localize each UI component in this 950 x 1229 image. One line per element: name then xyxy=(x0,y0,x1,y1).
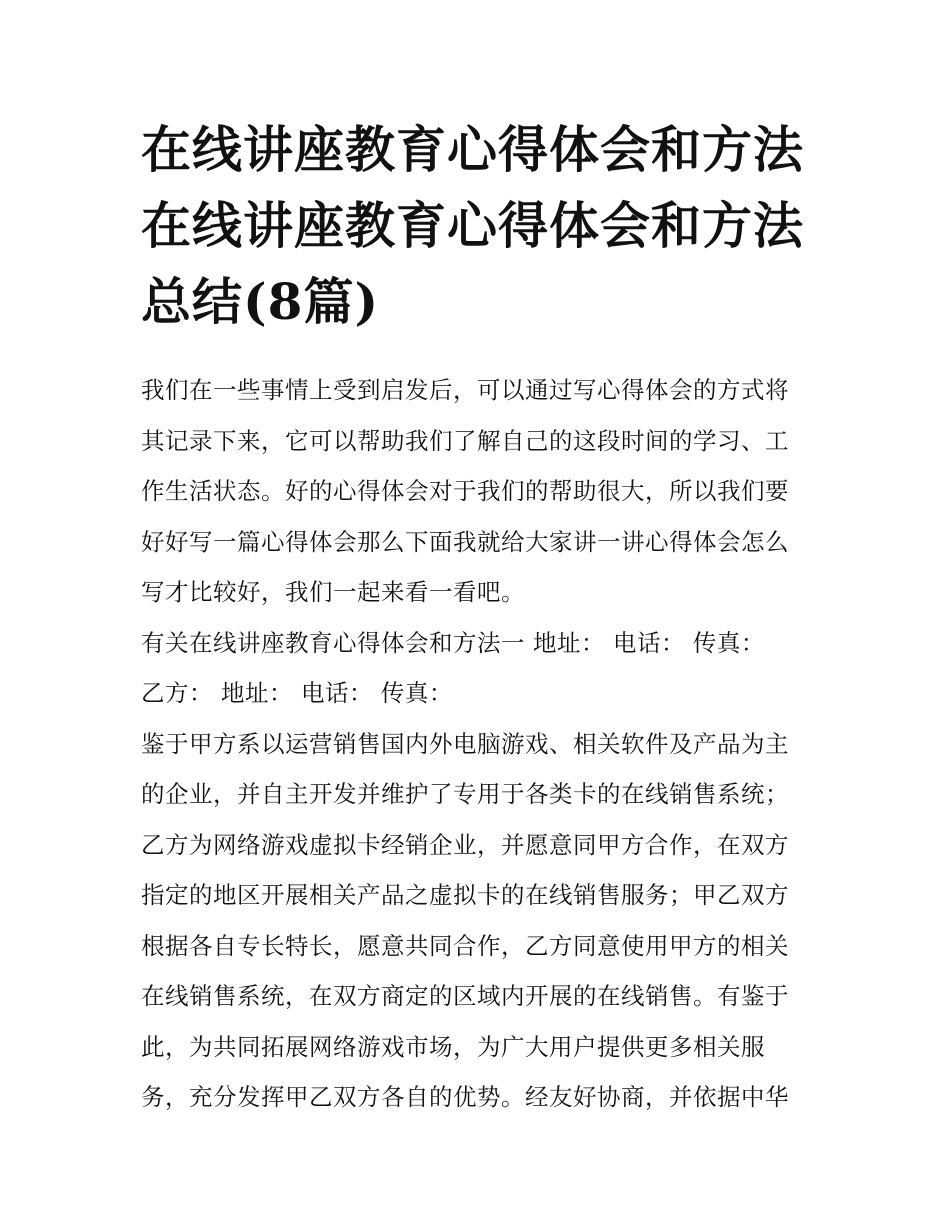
body-line-15: 务，充分发挥甲乙双方各自的优势。经友好协商，并依据中华 xyxy=(141,1083,789,1111)
body-line-3: 作生活状态。好的心得体会对于我们的帮助很大，所以我们要 xyxy=(141,477,789,505)
document-page xyxy=(141,112,821,1123)
body-line-6: 有关在线讲座教育心得体会和方法一 地址： 电话： 传真： xyxy=(141,628,765,657)
body-line-11: 指定的地区开展相关产品之虚拟卡的在线销售服务；甲乙双方 xyxy=(141,881,789,909)
document-title-line-2: 在线讲座教育心得体会和方法 xyxy=(141,196,804,255)
body-line-10: 乙方为网络游戏虚拟卡经销企业，并愿意同甲方合作，在双方 xyxy=(141,830,789,859)
body-line-8: 鉴于甲方系以运营销售国内外电脑游戏、相关软件及产品为主 xyxy=(141,729,789,758)
document-body xyxy=(141,365,821,1123)
body-line-4: 好好写一篇心得体会那么下面我就给大家讲一讲心得体会怎么 xyxy=(141,527,789,556)
body-line-2: 其记录下来，它可以帮助我们了解自己的这段时间的学习、工 xyxy=(141,426,789,455)
body-line-7: 乙方： 地址： 电话： 传真： xyxy=(141,679,453,707)
document-title-line-1: 在线讲座教育心得体会和方法 xyxy=(141,120,804,179)
body-line-9: 的企业，并自主开发并维护了专用于各类卡的在线销售系统； xyxy=(141,780,789,808)
body-line-5: 写才比较好，我们一起来看一看吧。 xyxy=(141,578,525,606)
body-line-14: 此，为共同拓展网络游戏市场，为广大用户提供更多相关服 xyxy=(141,1032,765,1061)
document-title-line-3: 总结(8篇) xyxy=(141,272,380,331)
body-line-1: 我们在一些事情上受到启发后，可以通过写心得体会的方式将 xyxy=(141,376,789,404)
body-line-12: 根据各自专长特长，愿意共同合作，乙方同意使用甲方的相关 xyxy=(141,931,789,960)
body-line-13: 在线销售系统，在双方商定的区域内开展的在线销售。有鉴于 xyxy=(141,982,789,1010)
